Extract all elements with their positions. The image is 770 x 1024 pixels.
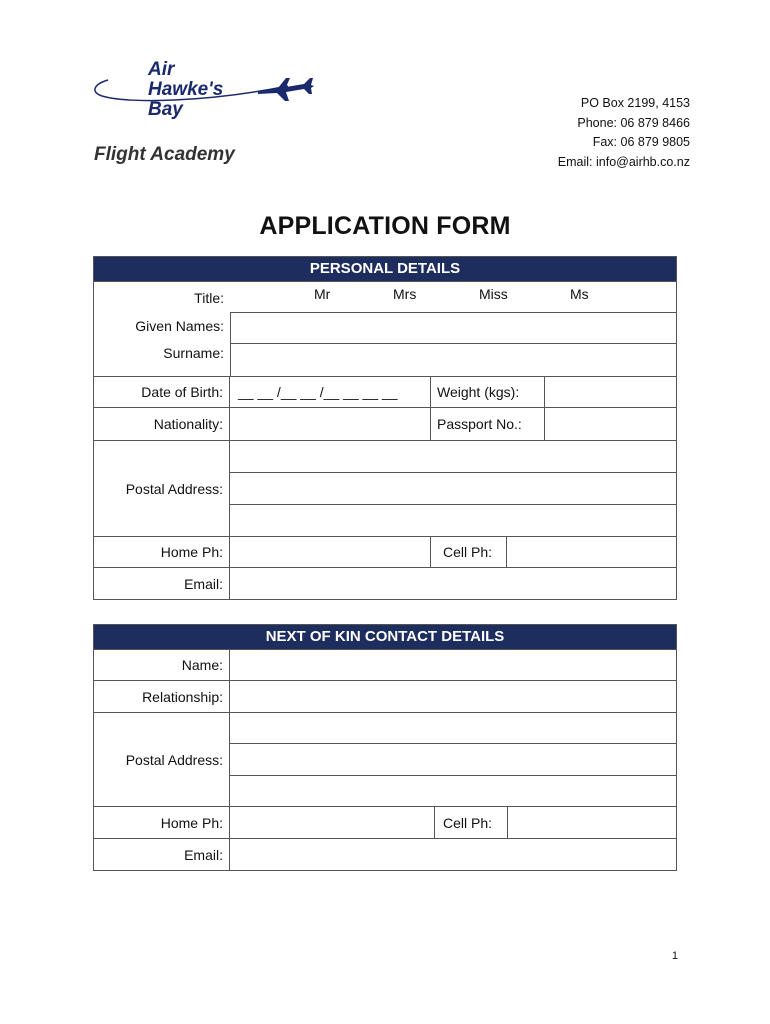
kin-name-row (94, 650, 676, 681)
surname-field[interactable] (230, 344, 676, 376)
postal-address-line-1[interactable] (230, 441, 676, 472)
kin-cell-ph-label: Cell Ph: (443, 815, 493, 831)
kin-postal-address-line-1[interactable] (230, 713, 676, 743)
kin-postal-address-label: Postal Address: (94, 713, 230, 806)
kin-name-field[interactable] (230, 650, 676, 680)
next-of-kin-header: NEXT OF KIN CONTACT DETAILS (94, 625, 676, 650)
page-number: 1 (671, 950, 678, 962)
kin-home-ph-label: Home Ph: (94, 807, 230, 838)
dob-field[interactable]: __ __ /__ __ /__ __ __ __ (238, 384, 398, 400)
email-row (94, 568, 676, 599)
title-option-mrs[interactable]: Mrs (393, 286, 417, 302)
title-option-miss[interactable]: Miss (479, 286, 508, 302)
logo-text-air: Air (148, 59, 175, 80)
cell-ph-label: Cell Ph: (443, 544, 493, 560)
cell-ph-field[interactable] (507, 537, 676, 567)
page-title: APPLICATION FORM (259, 212, 511, 240)
kin-postal-address-line-2[interactable] (230, 744, 676, 775)
next-of-kin-section (93, 624, 677, 871)
kin-name-label: Name: (94, 650, 230, 680)
title-option-ms[interactable]: Ms (570, 286, 589, 302)
name-block (94, 282, 676, 377)
phone-row (94, 537, 676, 568)
kin-email-field[interactable] (230, 839, 676, 870)
kin-email-row (94, 839, 676, 870)
weight-label: Weight (kgs): (437, 384, 520, 400)
nationality-label: Nationality: (94, 408, 230, 440)
contact-po-box: PO Box 2199, 4153 (580, 96, 690, 110)
home-ph-label: Home Ph: (94, 537, 230, 567)
passport-label: Passport No.: (437, 416, 522, 432)
postal-address-row (94, 441, 676, 537)
logo-text-hawkes: Hawke's (148, 79, 224, 100)
personal-details-section (93, 256, 677, 600)
logo-text-bay: Bay (148, 99, 183, 120)
surname-label: Surname: (163, 345, 224, 361)
kin-relationship-label: Relationship: (94, 681, 230, 712)
logo (88, 52, 318, 132)
contact-fax: Fax: 06 879 9805 (592, 135, 690, 149)
passport-field[interactable] (545, 408, 676, 440)
postal-address-line-2[interactable] (230, 473, 676, 504)
kin-phone-row (94, 807, 676, 839)
kin-relationship-row (94, 681, 676, 713)
title-option-mr[interactable]: Mr (314, 286, 331, 302)
kin-postal-address-line-3[interactable] (230, 776, 676, 806)
kin-home-ph-field[interactable] (230, 807, 434, 838)
contact-phone: Phone: 06 879 8466 (577, 115, 690, 130)
dob-row (94, 377, 676, 408)
postal-address-line-3[interactable] (230, 505, 676, 536)
given-names-label: Given Names: (135, 318, 224, 334)
email-field[interactable] (230, 568, 676, 599)
airplane-icon (256, 74, 316, 104)
given-names-field[interactable] (230, 313, 676, 343)
kin-email-label: Email: (94, 839, 230, 870)
logo-subtitle: Flight Academy (94, 144, 235, 165)
personal-details-header: PERSONAL DETAILS (94, 257, 676, 282)
title-label: Title: (194, 290, 224, 306)
email-label: Email: (94, 568, 230, 599)
nationality-row (94, 408, 676, 441)
contact-block (558, 94, 690, 172)
dob-label: Date of Birth: (94, 377, 230, 407)
kin-postal-address-row (94, 713, 676, 807)
kin-cell-ph-field[interactable] (508, 807, 676, 838)
kin-relationship-field[interactable] (230, 681, 676, 712)
home-ph-field[interactable] (230, 537, 430, 567)
nationality-field[interactable] (230, 408, 430, 440)
weight-field[interactable] (545, 377, 676, 407)
contact-email: Email: info@airhb.co.nz (557, 154, 690, 169)
postal-address-label: Postal Address: (94, 441, 230, 536)
